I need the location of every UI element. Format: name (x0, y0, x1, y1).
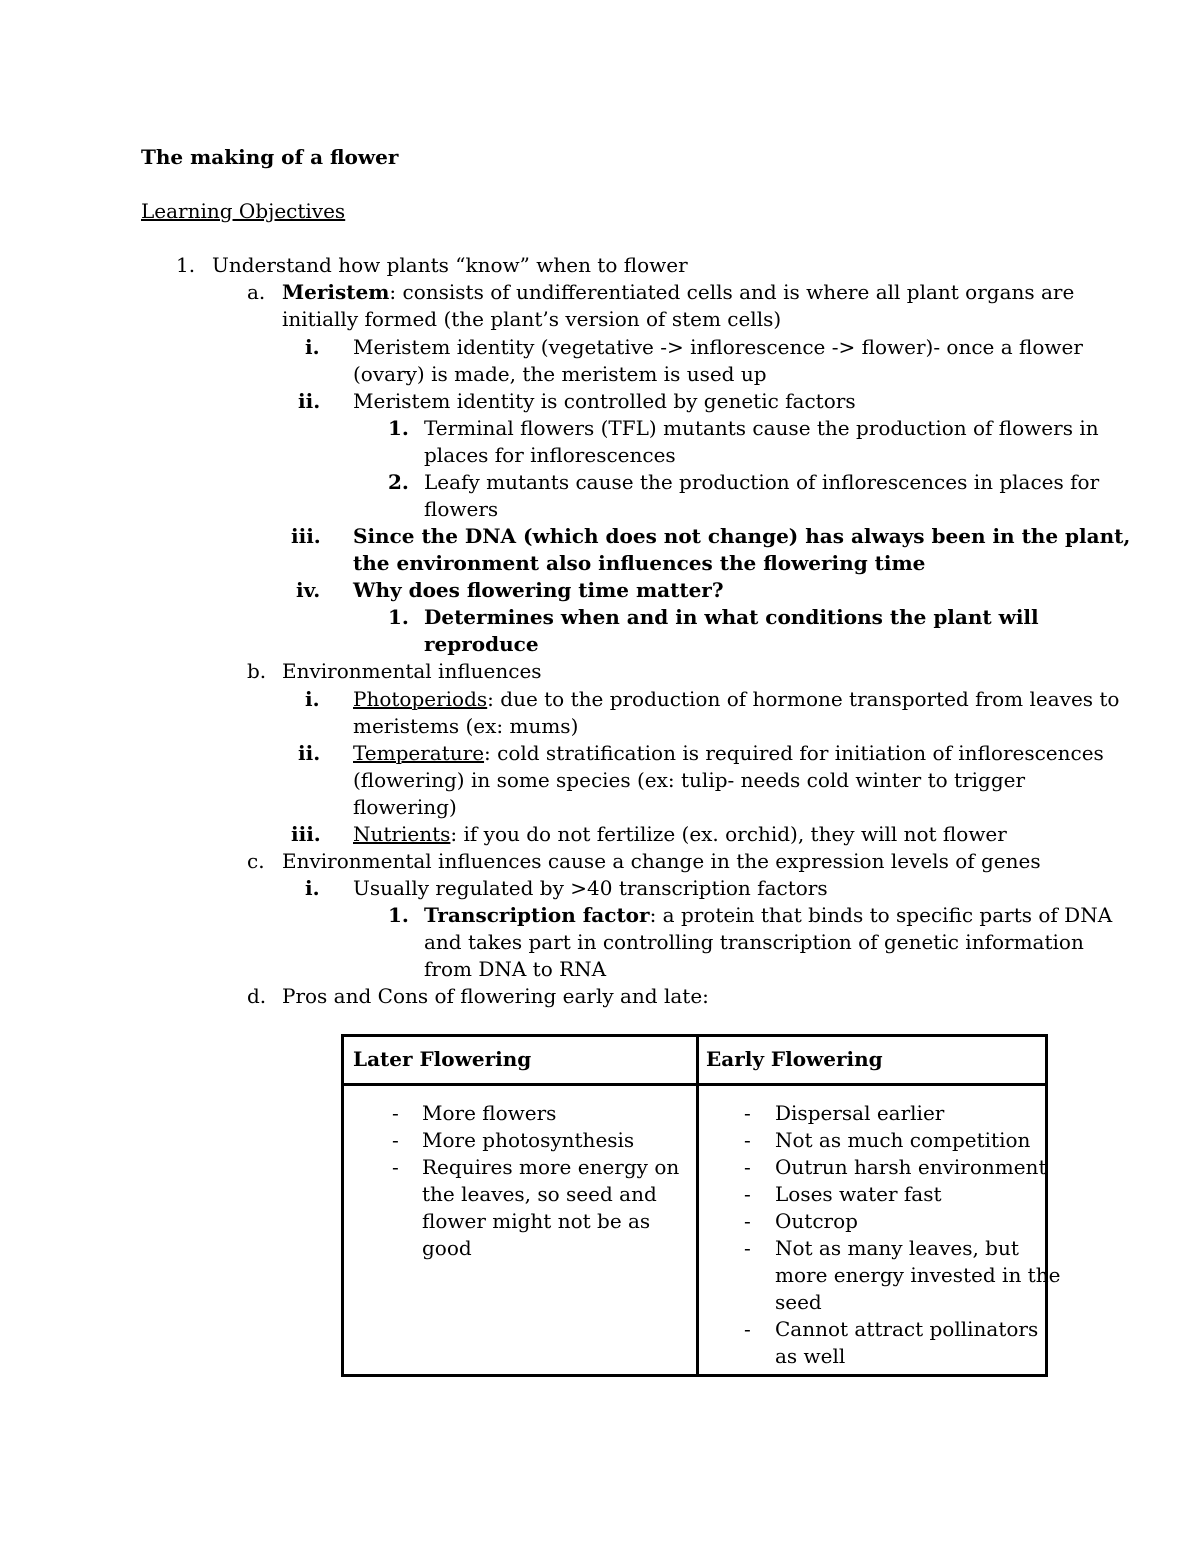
list-marker: iii. (291, 524, 321, 548)
meristem-term: Meristem (282, 280, 390, 304)
item-b: Environmental influences (282, 659, 542, 683)
list-marker: ii. (298, 741, 321, 765)
dash-bullet: - (744, 1155, 751, 1179)
table-header-later: Later Flowering (353, 1047, 532, 1071)
item-d: Pros and Cons of flowering early and late: (282, 984, 709, 1008)
item-a-line-2: initially formed (the plant’s version of stem cells) (282, 307, 782, 331)
item-c-i-1-line-2: and takes part in controlling transcription of genetic information (424, 930, 1084, 954)
later-item-2-line-2: flower might not be as (422, 1209, 651, 1233)
dash-bullet: - (744, 1128, 751, 1152)
temperature-term: Temperature (353, 741, 485, 765)
document-title: The making of a flower (141, 145, 399, 169)
dash-bullet: - (744, 1317, 751, 1341)
temperature-text: : cold stratification is required for initiation of inflorescences (484, 741, 1104, 765)
nutrients-text: : if you do not fertilize (ex. orchid), they will not flower (450, 822, 1007, 846)
photoperiods-text: : due to the production of hormone transported from leaves to (487, 687, 1120, 711)
table-header-early: Early Flowering (706, 1047, 883, 1071)
dash-bullet: - (744, 1101, 751, 1125)
item-b-iii (353, 821, 1007, 848)
item-a-iii-line-2: the environment also influences the flowering time (353, 551, 926, 575)
list-marker: i. (305, 876, 320, 900)
item-a-ii-2-line-2: flowers (424, 497, 499, 521)
item-a-ii: Meristem identity is controlled by genetic factors (353, 389, 856, 413)
list-marker: a. (247, 280, 266, 304)
item-a-i-line-1: Meristem identity (vegetative -> inflorescence -> flower)- once a flower (353, 335, 1083, 359)
item-c-i: Usually regulated by >40 transcription factors (353, 876, 828, 900)
table-column-divider (696, 1037, 699, 1374)
list-marker: 1. (388, 903, 409, 927)
objective-1: Understand how plants “know” when to flower (212, 253, 688, 277)
later-item-2-line-3: good (422, 1236, 472, 1260)
list-marker: 1. (388, 605, 409, 629)
dash-bullet: - (392, 1128, 399, 1152)
list-marker: c. (247, 849, 265, 873)
item-a-i-line-2: (ovary) is made, the meristem is used up (353, 362, 767, 386)
later-item-1-line-0: More photosynthesis (422, 1128, 635, 1152)
dash-bullet: - (744, 1182, 751, 1206)
item-c: Environmental influences cause a change in the expression levels of genes (282, 849, 1041, 873)
early-item-4-line-0: Outcrop (775, 1209, 858, 1233)
item-a-line-1 (282, 279, 1074, 306)
list-marker: iv. (296, 578, 321, 602)
list-marker: 1. (176, 253, 196, 277)
photoperiods-term: Photoperiods (353, 687, 488, 711)
nutrients-term: Nutrients (353, 822, 451, 846)
list-marker: i. (305, 335, 320, 359)
item-b-ii-line-3: flowering) (353, 795, 457, 819)
transcription-factor-text: : a protein that binds to specific parts of DNA (649, 903, 1113, 927)
early-item-3-line-0: Loses water fast (775, 1182, 942, 1206)
list-marker: d. (247, 984, 267, 1008)
early-item-0-line-0: Dispersal earlier (775, 1101, 945, 1125)
item-a-ii-1-line-2: places for inflorescences (424, 443, 676, 467)
table-header-divider (344, 1083, 1045, 1086)
early-item-6-line-1: as well (775, 1344, 846, 1368)
flowering-table (341, 1034, 1061, 1377)
list-marker: i. (305, 687, 320, 711)
list-marker: iii. (291, 822, 321, 846)
later-item-2-line-0: Requires more energy on (422, 1155, 680, 1179)
item-c-i-1-line-1 (424, 902, 1112, 929)
early-item-2-line-0: Outrun harsh environment (775, 1155, 1047, 1179)
section-heading: Learning Objectives (141, 199, 346, 223)
item-b-i-line-2: meristems (ex: mums) (353, 714, 579, 738)
list-marker: 1. (388, 416, 409, 440)
item-a-ii-2-line-1: Leafy mutants cause the production of inflorescences in places for (424, 470, 1100, 494)
dash-bullet: - (392, 1155, 399, 1179)
item-a-iv: Why does flowering time matter? (353, 578, 724, 602)
item-b-ii-line-1 (353, 740, 1104, 767)
item-a-iv-1-line-2: reproduce (424, 632, 539, 656)
later-item-2-line-1: the leaves, so seed and (422, 1182, 657, 1206)
early-item-5-line-2: seed (775, 1290, 822, 1314)
item-a-ii-1-line-1: Terminal flowers (TFL) mutants cause the production of flowers in (424, 416, 1099, 440)
item-b-ii-line-2: (flowering) in some species (ex: tulip- needs cold winter to trigger (353, 768, 1026, 792)
dash-bullet: - (392, 1101, 399, 1125)
dash-bullet: - (744, 1209, 751, 1233)
meristem-definition: : consists of undifferentiated cells and is where all plant organs are (389, 280, 1075, 304)
early-item-1-line-0: Not as much competition (775, 1128, 1031, 1152)
list-marker: 2. (388, 470, 409, 494)
item-a-iv-1-line-1: Determines when and in what conditions the plant will (424, 605, 1039, 629)
early-item-6-line-0: Cannot attract pollinators (775, 1317, 1039, 1341)
later-item-0-line-0: More flowers (422, 1101, 557, 1125)
dash-bullet: - (744, 1236, 751, 1260)
list-marker: ii. (298, 389, 321, 413)
early-item-5-line-0: Not as many leaves, but (775, 1236, 1019, 1260)
item-b-i-line-1 (353, 686, 1119, 713)
item-c-i-1-line-3: from DNA to RNA (424, 957, 607, 981)
list-marker: b. (247, 659, 267, 683)
early-item-5-line-1: more energy invested in the (775, 1263, 1061, 1287)
transcription-factor-term: Transcription factor (424, 903, 650, 927)
item-a-iii-line-1: Since the DNA (which does not change) has always been in the plant, (353, 524, 1131, 548)
